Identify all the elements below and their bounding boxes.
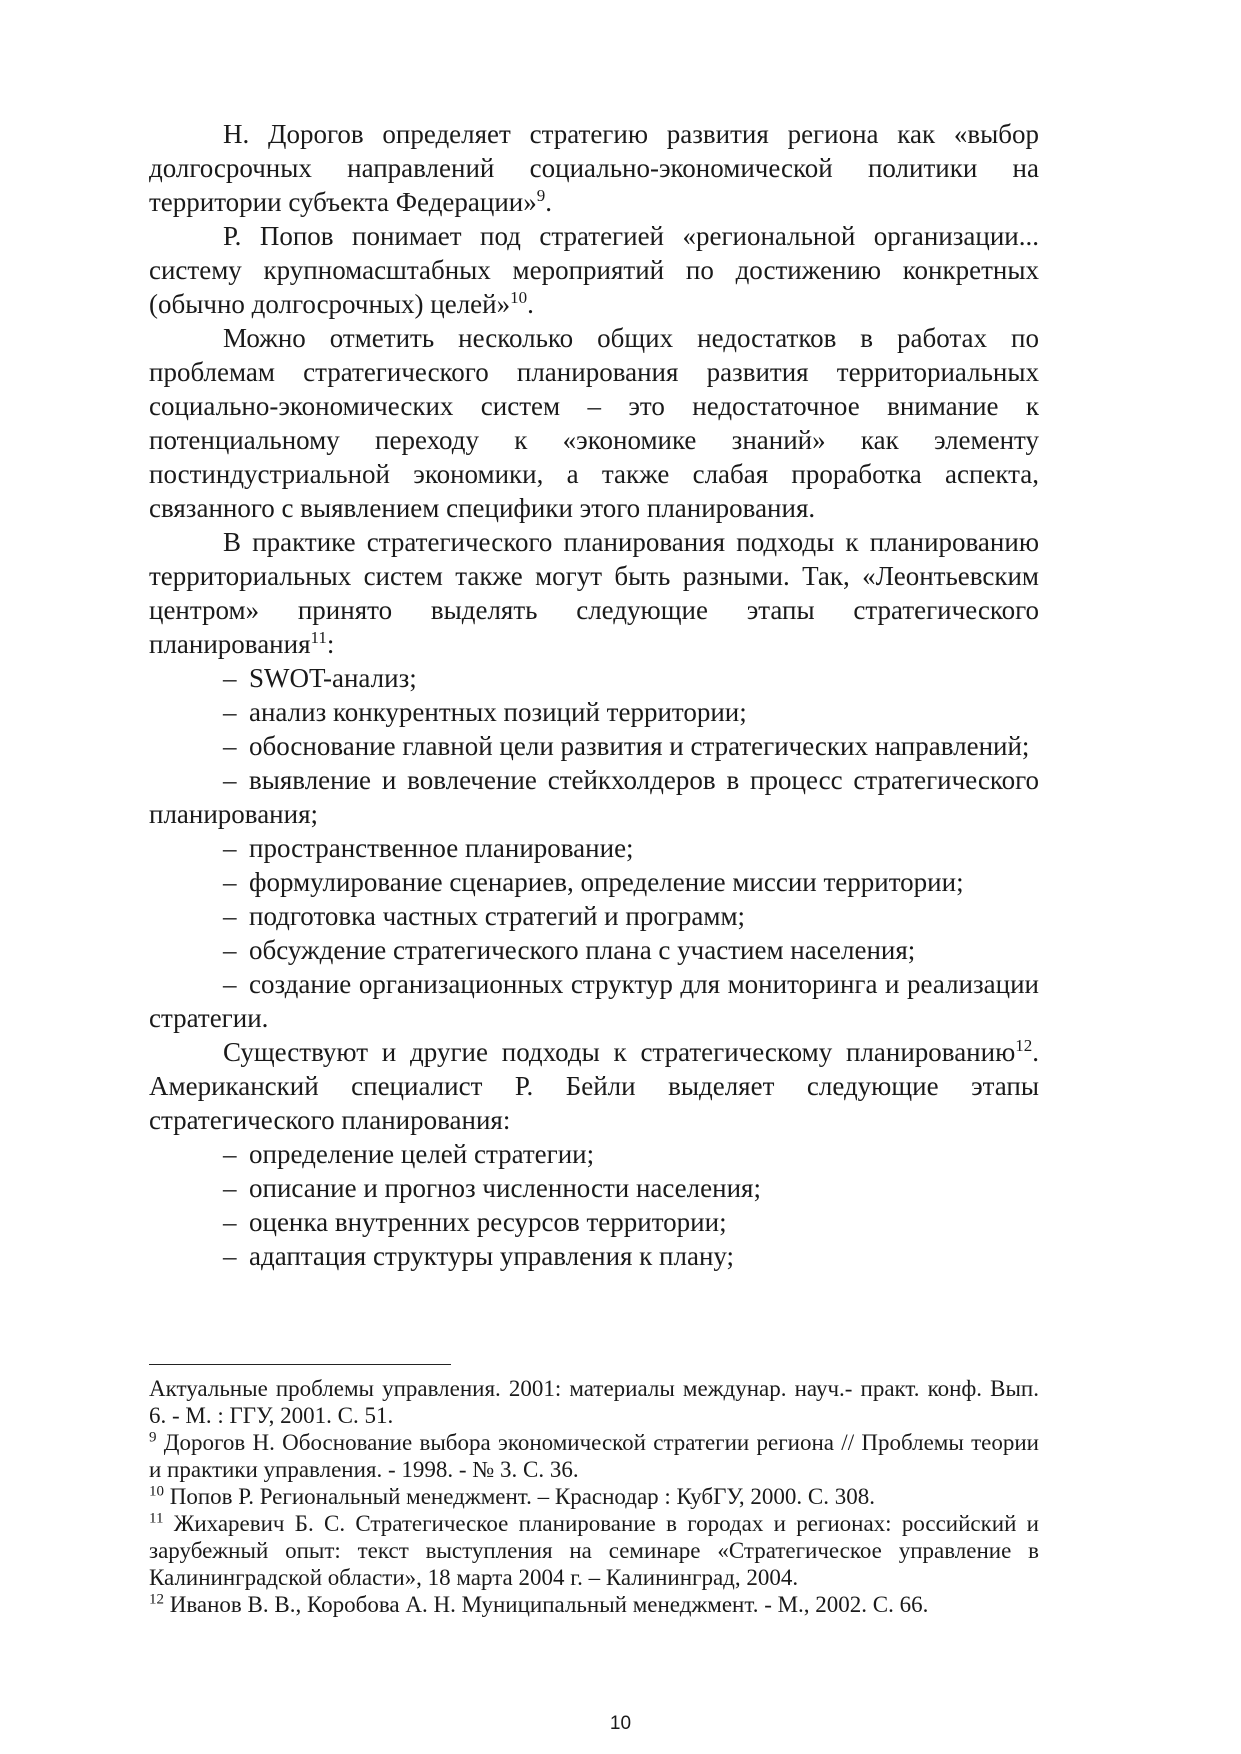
paragraph-dorogov xyxy=(149,117,1039,219)
list-item xyxy=(149,967,1039,1035)
list-item xyxy=(149,695,1039,729)
paragraph-text: Можно отметить несколько общих недостатков в работах по проблемам стратегического планирования развития территориальных социально-экономических систем – это недостаточное внимание к потенциальному переходу к «экономике знаний» как элементу постиндустриальной экономики, а также слабая проработка аспекта, связанного с выявлением специфики этого планирования. xyxy=(149,323,1039,523)
footnote-text: Иванов В. В., Коробова А. Н. Муниципальный менеджмент. - М., 2002. С. 66. xyxy=(164,1592,929,1617)
dash-bullet: – xyxy=(223,969,237,999)
dash-bullet: – xyxy=(223,663,237,693)
dash-bullet: – xyxy=(223,935,237,965)
footnote-11 xyxy=(149,1510,1039,1591)
dash-bullet: – xyxy=(223,765,237,795)
list-item-text: формулирование сценариев, определение миссии территории; xyxy=(249,867,964,897)
footnote-ref-9[interactable]: 9 xyxy=(536,186,546,205)
paragraph-text: Существуют и другие подходы к стратегическому планированию xyxy=(223,1037,1016,1067)
list-item xyxy=(149,661,1039,695)
list-item xyxy=(149,1239,1039,1273)
footnote-text: Попов Р. Региональный менеджмент. – Краснодар : КубГУ, 2000. С. 308. xyxy=(164,1484,875,1509)
page-number: 10 xyxy=(609,1713,632,1734)
footnote-12 xyxy=(149,1591,1039,1618)
footnote-ref-11[interactable]: 11 xyxy=(310,628,327,647)
list-item-text: подготовка частных стратегий и программ; xyxy=(249,901,746,931)
list-item-text: определение целей стратегии; xyxy=(249,1139,595,1169)
footnote-number: 10 xyxy=(149,1483,164,1500)
footnote-10 xyxy=(149,1483,1039,1510)
list-item-text: выявление и вовлечение стейкхолдеров в процесс стратегического планирования; xyxy=(149,765,1039,829)
body-text xyxy=(149,117,1039,1273)
footnote-9 xyxy=(149,1429,1039,1483)
list-item-text: обсуждение стратегического плана с участием населения; xyxy=(249,935,916,965)
paragraph-tail: . xyxy=(545,187,552,217)
list-item-text: пространственное планирование; xyxy=(249,833,634,863)
paragraph-tail: : xyxy=(326,629,335,659)
dash-bullet: – xyxy=(223,1241,237,1271)
list-item xyxy=(149,763,1039,831)
list-item xyxy=(149,933,1039,967)
dash-bullet: – xyxy=(223,867,237,897)
list-item xyxy=(149,899,1039,933)
dash-bullet: – xyxy=(223,697,237,727)
footnote-ref-12[interactable]: 12 xyxy=(1015,1036,1033,1055)
list-item xyxy=(149,1137,1039,1171)
list-item-text: оценка внутренних ресурсов территории; xyxy=(249,1207,727,1237)
paragraph-text: Р. Попов понимает под стратегией «региональной организации... систему крупномасштабных мероприятий по достижению конкретных (обычно долгосрочных) целей» xyxy=(149,221,1039,319)
footnotes xyxy=(149,1375,1039,1618)
paragraph-tail: . Американский специалист Р. Бейли выделяет следующие этапы стратегического планирования: xyxy=(149,1037,1039,1135)
paragraph-shortcomings xyxy=(149,321,1039,525)
list-item-text: анализ конкурентных позиций территории; xyxy=(249,697,747,727)
footnote-text: Жихаревич Б. С. Стратегическое планирование в городах и регионах: российский и зарубежный опыт: текст выступления на семинаре «Стратегическое управление в Калининградской области», 18 марта 2004 г. – Калининград, 2004. xyxy=(149,1511,1039,1590)
list-item-text: создание организационных структур для мониторинга и реализации стратегии. xyxy=(149,969,1039,1033)
list-item xyxy=(149,729,1039,763)
paragraph-leontief-center xyxy=(149,525,1039,661)
list-item-text: адаптация структуры управления к плану; xyxy=(249,1241,735,1271)
footnote-ref-10[interactable]: 10 xyxy=(510,288,528,307)
paragraph-other-approaches xyxy=(149,1035,1039,1137)
paragraph-text: Н. Дорогов определяет стратегию развития региона как «выбор долгосрочных направлений социально-экономической политики на территории субъекта Федерации» xyxy=(149,119,1039,217)
footnote-separator xyxy=(149,1364,451,1365)
footnote-number: 11 xyxy=(149,1510,164,1527)
dash-bullet: – xyxy=(223,1139,237,1169)
dash-bullet: – xyxy=(223,1207,237,1237)
list-item xyxy=(149,865,1039,899)
footnote-continued: Актуальные проблемы управления. 2001: материалы междунар. науч.- практ. конф. Вып. 6. - М. : ГГУ, 2001. С. 51. xyxy=(149,1376,1039,1428)
footnote-number: 12 xyxy=(149,1591,164,1608)
list-item xyxy=(149,831,1039,865)
list-item xyxy=(149,1205,1039,1239)
dash-bullet: – xyxy=(223,833,237,863)
leontief-stages-list xyxy=(149,661,1039,1035)
footnote-number: 9 xyxy=(149,1429,157,1446)
paragraph-tail: . xyxy=(527,289,534,319)
bailey-stages-list xyxy=(149,1137,1039,1273)
paragraph-text: В практике стратегического планирования подходы к планированию территориальных систем также могут быть разными. Так, «Леонтьевским центром» принято выделять следующие этапы стратегического планирования xyxy=(149,527,1039,659)
list-item-text: SWOT-анализ; xyxy=(249,663,417,693)
dash-bullet: – xyxy=(223,731,237,761)
paragraph-popov xyxy=(149,219,1039,321)
footnote-text: Дорогов Н. Обоснование выбора экономической стратегии региона // Проблемы теории и практики управления. - 1998. - № 3. С. 36. xyxy=(149,1430,1039,1482)
list-item xyxy=(149,1171,1039,1205)
list-item-text: обоснование главной цели развития и стратегических направлений; xyxy=(249,731,1030,761)
list-item-text: описание и прогноз численности населения; xyxy=(249,1173,761,1203)
dash-bullet: – xyxy=(223,1173,237,1203)
dash-bullet: – xyxy=(223,901,237,931)
